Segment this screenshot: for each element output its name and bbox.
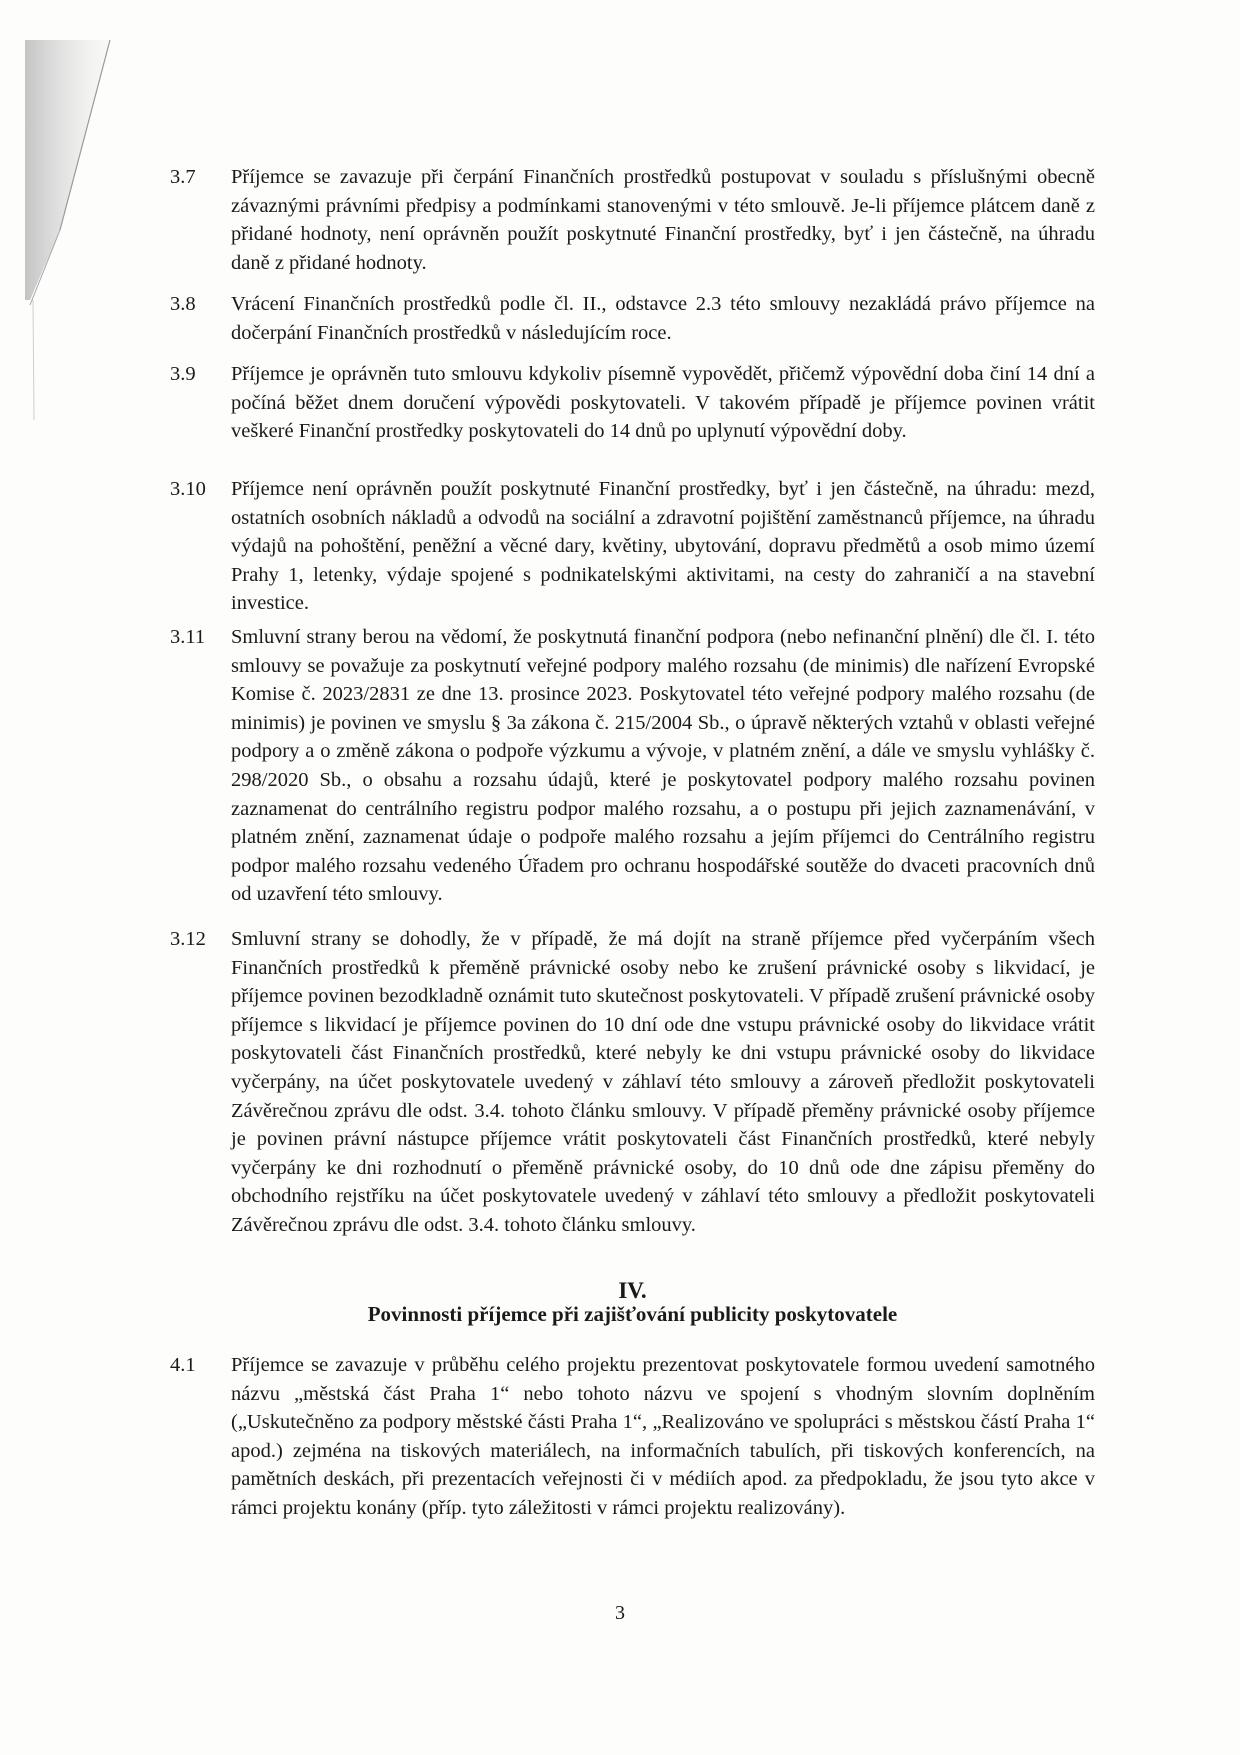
section-4-1 xyxy=(170,1351,1095,1523)
section-text: Příjemce není oprávněn použít poskytnuté Finanční prostředky, byť i jen částečně, na úhradu: mezd, ostatních osobních nákladů a odvodů na sociální a zdravotní pojištění zaměstnanců příjemce, na úhradu výdajů na pohoštění, peněžní a věcné dary, květiny, ubytování, dopravu předmětů a osob mimo území Prahy 1, letenky, výdaje spojené s podnikatelskými aktivitami, na cesty do zahraničí a na stavební investice. xyxy=(231,478,1095,615)
section-number: 3.7 xyxy=(170,166,196,188)
section-number: 3.8 xyxy=(170,293,196,315)
section-3-9 xyxy=(170,360,1095,446)
page-number: 3 xyxy=(615,1602,625,1624)
section-text: Příjemce se zavazuje v průběhu celého projektu prezentovat poskytovatele formou uvedení samotného názvu „městská část Praha 1“ nebo tohoto názvu ve spojení s vhodným slovním doplněním („Uskutečněno za podpory městské části Praha 1“, „Realizováno ve spolupráci s městskou částí Praha 1“ apod.) zejména na tiskových materiálech, na informačních tabulích, při tiskových konferencích, na pamětních deskách, při prezentacích veřejnosti či v médiích apod. za předpokladu, že jsou tyto akce v rámci projektu konány (příp. tyto záležitosti v rámci projektu realizovány). xyxy=(231,1354,1095,1519)
section-3-10 xyxy=(170,475,1095,618)
section-text: Smluvní strany berou na vědomí, že poskytnutá finanční podpora (nebo nefinanční plnění) dle čl. I. této smlouvy se považuje za poskytnutí veřejné podpory malého rozsahu (de minimis) dle nařízení Evropské Komise č. 2023/2831 ze dne 13. prosince 2023. Poskytovatel této veřejné podpory malého rozsahu (de minimis) je povinen ve smyslu § 3a zákona č. 215/2004 Sb., o úpravě některých vztahů v oblasti veřejné podpory a o změně zákona o podpoře výzkumu a vývoje, v platném znění, a dále ve smyslu vyhlášky č. 298/2020 Sb., o obsahu a rozsahu údajů, které je poskytovatel podpory malého rozsahu povinen zaznamenat do centrálního registru podpor malého rozsahu, a o postupu při jejich zaznamenávání, v platném znění, zaznamenat údaje o podpoře malého rozsahu a jejím příjemci do Centrálního registru podpor malého rozsahu vedeného Úřadem pro ochranu hospodářské soutěže do dvaceti pracovních dnů od uzavření této smlouvy. xyxy=(231,626,1095,906)
section-number: 3.12 xyxy=(170,928,206,950)
section-3-11 xyxy=(170,623,1095,909)
section-number: 4.1 xyxy=(170,1354,196,1376)
section-text: Vrácení Finančních prostředků podle čl. II., odstavce 2.3 této smlouvy nezakládá právo příjemce na dočerpání Finančních prostředků v následujícím roce. xyxy=(231,293,1095,344)
article-title: Povinnosti příjemce při zajišťování publicity poskytovatele xyxy=(367,1302,898,1326)
section-text: Smluvní strany se dohodly, že v případě, že má dojít na straně příjemce před vyčerpáním všech Finančních prostředků k přeměně právnické osoby nebo ke zrušení právnické osoby s likvidací, je příjemce povinen bezodkladně oznámit tuto skutečnost poskytovateli. V případě zrušení právnické osoby příjemce s likvidací je příjemce povinen do 10 dní ode dne vstupu právnické osoby do likvidace vrátit poskytovateli část Finančních prostředků, které nebyly ke dni vstupu právnické osoby do likvidace vyčerpány, na účet poskytovatele uvedený v záhlaví této smlouvy a zároveň předložit poskytovateli Závěrečnou zprávu dle odst. 3.4. tohoto článku smlouvy. V případě přeměny právnické osoby příjemce je povinen právní nástupce příjemce vrátit poskytovateli část Finančních prostředků, které nebyly vyčerpány ke dni rozhodnutí o přeměně právnické osoby, do 10 dnů ode dne zápisu přeměny do obchodního rejstříku na účet poskytovatele uvedený v záhlaví této smlouvy a předložit poskytovateli Závěrečnou zprávu dle odst. 3.4. tohoto článku smlouvy. xyxy=(231,928,1095,1236)
section-text: Příjemce se zavazuje při čerpání Finančních prostředků postupovat v souladu s příslušnými obecně závaznými právními předpisy a podmínkami stanovenými v této smlouvě. Je-li příjemce plátcem daně z přidané hodnoty, není oprávněn použít poskytnuté Finanční prostředky, byť i jen částečně, na úhradu daně z přidané hodnoty. xyxy=(231,166,1095,274)
section-number: 3.9 xyxy=(170,363,196,385)
section-number: 3.10 xyxy=(170,478,206,500)
section-number: 3.11 xyxy=(170,626,206,648)
section-3-12 xyxy=(170,925,1095,1240)
article-numeral: IV. xyxy=(618,1278,647,1303)
section-3-8 xyxy=(170,290,1095,347)
section-3-7 xyxy=(170,163,1095,277)
section-text: Příjemce je oprávněn tuto smlouvu kdykoliv písemně vypovědět, přičemž výpovědní doba činí 14 dní a počíná běžet dnem doručení výpovědi poskytovateli. V takovém případě je příjemce povinen vrátit veškeré Finanční prostředky poskytovateli do 14 dnů po uplynutí výpovědní doby. xyxy=(231,363,1095,443)
